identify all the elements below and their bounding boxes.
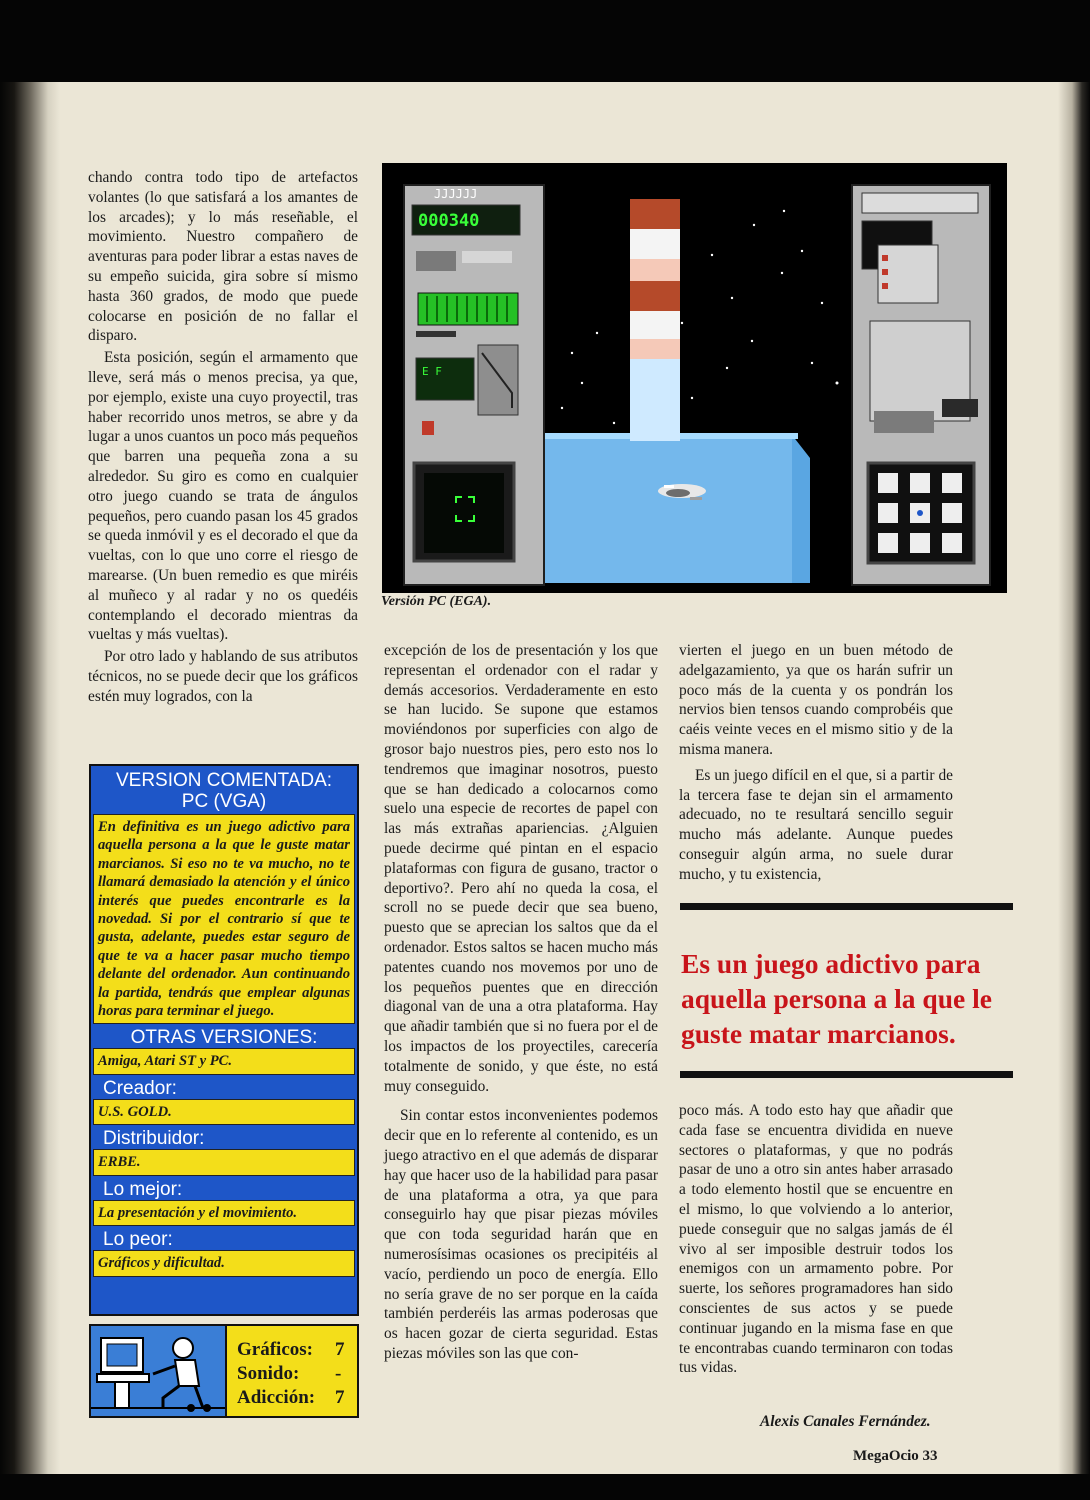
info-section-distributor: [91, 1128, 357, 1175]
screenshot-graphic: [382, 163, 1007, 593]
article-paragraph: excepción de los de presentación y los que representan el ordenador con el radar y demás accesorios. Verdaderamente en esto se han lucido. Se supone que estamos moviéndonos por superficies con algo de grosor bajo nuestros pies, pero esto nos lo tendremos que imaginar nosotros, puesto que se han dedicado a colocarnos como suelo una especie de recortes de papel con las más extrañas apariencias. ¿Alguien puede decirme qué pintan en el espacio plataformas con figura de gusano, tractor o deportivo?. Pero ahí no queda la cosa, el scroll no se puede decir que sea bueno, puesto que se aprecian los saltos que da el ordenador. Estos saltos se hacen mucho más patentes cuando nos movemos por uno de los pequeños puentes que en dirección diagonal van de una a otra plataforma. Hay que añadir también que si no fuera por el de los impactos de los proyectiles, carecería totalmente de sonido, y que éste, no está muy conseguido.: [384, 642, 658, 1095]
info-section-value: La presentación y el movimiento.: [93, 1200, 355, 1226]
screenshot-caption: Versión PC (EGA).: [381, 594, 492, 609]
platform-floor: [544, 435, 792, 583]
article-paragraph: chando contra todo tipo de artefactos volantes (lo que satisfará a los amantes de los arcades); y lo más reseñable, el movimiento. Nuestro compañero de aventuras para poder librar a estas naves de su empeño suicida, gira sobre sí mismo hasta 360 grados, de modo que puede colocarse en posición de no fallar el disparo.: [88, 169, 358, 345]
info-section-value: ERBE.: [93, 1149, 355, 1175]
pullquote-rule-top: [680, 903, 1013, 910]
article-column-2: [384, 641, 658, 1364]
hud-fuel-gauge: E F: [422, 365, 442, 378]
info-section-value: U.S. GOLD.: [93, 1099, 355, 1125]
right-hud-panel: [852, 185, 990, 585]
author-signature: Alexis Canales Fernández.: [760, 1413, 931, 1430]
left-hud-panel: [404, 185, 544, 585]
pullquote-rule-bottom: [680, 1071, 1013, 1078]
info-box-heading-line: VERSION COMENTADA:: [115, 770, 333, 791]
rating-label: Gráficos:: [237, 1339, 313, 1360]
page-gutter-shadow: [0, 82, 60, 1474]
hud-score: 000340: [418, 211, 480, 231]
article-paragraph: Esta posición, según el armamento que lleve, será más o menos precisa, ya que, por ejemplo, existe una cuyo proyectil, tras haber recorrido unos metros, se abre y da lugar a unos cuantos un poco más pequeños que barren una pequeña zona a su alrededor. Su giro es como en cualquier otro juego cuando se trata de ángulos pequeños, pero cuando pasan los 45 grados se queda inmóvil y es el decorado el que da vueltas, con lo que uno corre el riesgo de marearse. (Un buen remedio es que miréis al muñeco y al radar y no os quedéis contemplando el decorado mientras da vueltas y más vueltas).: [88, 349, 358, 644]
article-column-3-top: [679, 641, 953, 885]
rating-label: Sonido:: [237, 1363, 300, 1384]
scan-bottom-border: [0, 1474, 1090, 1500]
info-section-best: [91, 1179, 357, 1226]
info-section-creator: [91, 1078, 357, 1125]
info-section-value: Gráficos y dificultad.: [93, 1250, 355, 1276]
info-section-label: OTRAS VERSIONES:: [130, 1027, 318, 1049]
scan-top-border: [0, 0, 1090, 82]
info-section-label: Distribuidor:: [103, 1128, 205, 1150]
review-info-box: [89, 764, 359, 1316]
info-section-worst: [91, 1229, 357, 1276]
light-beam: [630, 199, 680, 229]
info-section-label: Creador:: [103, 1077, 177, 1099]
game-screenshot: [382, 163, 1007, 593]
article-paragraph: Es un juego difícil en el que, si a partir de la tercera fase te dejan sin el armamento adecuado, no te resultará sencillo seguir mucho más adelante. Aunque puedes conseguir algún arma, no suele durar mucho, y tu existencia,: [679, 766, 953, 883]
pull-quote: Es un juego adictivo para aquella persona a la que le guste matar marcianos.: [681, 948, 992, 1049]
rating-box: [89, 1324, 359, 1418]
article-paragraph: Por otro lado y hablando de sus atributos técnicos, no se puede decir que los gráficos estén muy logrados, con la: [88, 648, 358, 705]
rating-value: 7: [335, 1387, 345, 1408]
scan-right-border: [1058, 82, 1090, 1474]
article-column-1: [88, 168, 358, 707]
info-box-heading: [91, 766, 357, 812]
rating-label: Adicción:: [237, 1387, 316, 1408]
article-column-3-bottom: [679, 1101, 953, 1378]
hud-top-marks-left: JJJJJJ: [434, 187, 478, 201]
info-box-heading-line: PC (VGA): [181, 791, 267, 812]
page-folio: MegaOcio 33: [853, 1448, 938, 1464]
info-section-versions: [91, 1027, 357, 1074]
article-paragraph: vierten el juego en un buen método de adelgazamiento, ya que os harán sufrir un poco más de la cuenta y os pondrán los nervios bien tensos cuando comprobéis que caéis veinte veces en el mismo sitio y de la misma manera.: [679, 642, 953, 758]
info-section-label: Lo peor:: [103, 1229, 173, 1251]
info-section-label: Lo mejor:: [103, 1178, 183, 1200]
article-paragraph: Sin contar estos inconvenientes podemos decir que en lo referente al contenido, es un juego atractivo en el que además de disparar hay que hacer uso de la habilidad para pasar de una plataforma a otra, ya que para conseguirlo hay que pisar piezas móviles que con toda seguridad harán que en numerosísimas ocasiones os precipitéis al vacío, perdiendo un poco de energía. Ello no sería grave de no ser porque en la caída también perderéis las armas poderosas que os hacen gozar de cierta seguridad. Estas piezas móviles son las que con-: [384, 1107, 658, 1362]
rating-value: 7: [335, 1339, 345, 1360]
info-section-value: Amiga, Atari ST y PC.: [93, 1048, 355, 1074]
verdict-text: En definitiva es un juego adictivo para aquella persona a la que le guste matar marcianos. Si eso no te va mucho, no te llamará demasiado la atención y el único interés que puedes encontrarle es la novedad. Si por el contrario sí que te gusta, adelante, puedes estar seguro de que te va a hacer pasar mucho tiempo delante del ordenador. Aun continuando la partida, tendrás que emplear algunas horas para terminar el juego.: [93, 814, 355, 1024]
article-paragraph: poco más. A todo esto hay que añadir que cada fase se encuentra dividida en nueve sectores o plataformas, y que no podrás pasar de uno a otro sin antes haber arrasado a todo elemento hostil que se encuentre en el mismo, lo que volviendo a lo anterior, puede conseguir que no salgas jamás de él vivo al ser imposible destruir todos los enemigos con un armamento pobre. Por suerte, los señores programadores han sido conscientes de sus actos y se puede continuar jugando en la misma fase en que te encontrabas cuando terminaron con todas tus vidas.: [679, 1102, 953, 1377]
rating-value: -: [335, 1363, 342, 1384]
computer-user-icon: [91, 1326, 227, 1416]
